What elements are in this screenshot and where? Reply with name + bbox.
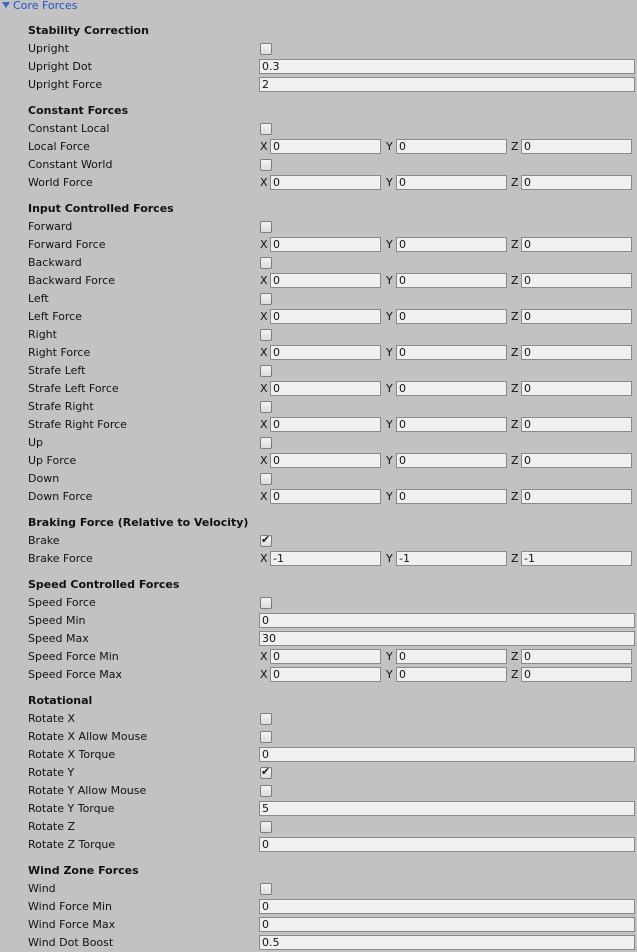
z-axis-label: Z <box>511 140 519 153</box>
y-axis-label: Y <box>386 668 393 681</box>
property-label: Backward Force <box>28 274 116 287</box>
up-force-x-field[interactable]: 0 <box>270 453 381 468</box>
property-row-constant-world <box>0 156 637 174</box>
constant-world-checkbox[interactable] <box>260 159 272 171</box>
property-label: Backward <box>28 256 82 269</box>
down-force-z-field[interactable]: 0 <box>521 489 632 504</box>
rotate-x-allow-mouse-checkbox[interactable] <box>260 731 272 743</box>
y-axis-label: Y <box>386 238 393 251</box>
backward-force-x-field[interactable]: 0 <box>270 273 381 288</box>
y-axis-label: Y <box>386 140 393 153</box>
property-row-wind-dot-boost <box>0 934 637 952</box>
down-force-x-field[interactable]: 0 <box>270 489 381 504</box>
wind-force-min-field[interactable]: 0 <box>259 899 635 914</box>
x-axis-label: X <box>260 418 268 431</box>
z-axis-label: Z <box>511 382 519 395</box>
world-force-y-field[interactable]: 0 <box>396 175 507 190</box>
property-row-brake-force <box>0 550 637 568</box>
upright-force-field[interactable]: 2 <box>259 77 635 92</box>
section-header-input-controlled-forces: Input Controlled Forces <box>28 202 174 215</box>
property-label: Rotate Y Allow Mouse <box>28 784 147 797</box>
strafe-right-force-x-field[interactable]: 0 <box>270 417 381 432</box>
property-label: Rotate Y Torque <box>28 802 115 815</box>
property-row-brake <box>0 532 637 550</box>
z-axis-label: Z <box>511 454 519 467</box>
x-axis-label: X <box>260 140 268 153</box>
property-label: Speed Force <box>28 596 96 609</box>
x-axis-label: X <box>260 650 268 663</box>
right-force-x-field[interactable]: 0 <box>270 345 381 360</box>
left-checkbox[interactable] <box>260 293 272 305</box>
speed-force-checkbox[interactable] <box>260 597 272 609</box>
speed-force-max-x-field[interactable]: 0 <box>270 667 381 682</box>
y-axis-label: Y <box>386 418 393 431</box>
x-axis-label: X <box>260 274 268 287</box>
up-force-z-field[interactable]: 0 <box>521 453 632 468</box>
x-axis-label: X <box>260 310 268 323</box>
down-force-y-field[interactable]: 0 <box>396 489 507 504</box>
x-axis-label: X <box>260 346 268 359</box>
property-label: Up <box>28 436 44 449</box>
y-axis-label: Y <box>386 650 393 663</box>
property-label: Constant World <box>28 158 113 171</box>
section-header-wind-zone-forces: Wind Zone Forces <box>28 864 139 877</box>
property-label: Left Force <box>28 310 82 323</box>
property-row-rotate-y-torque <box>0 800 637 818</box>
foldout-arrow-icon[interactable] <box>2 2 10 8</box>
property-label: Strafe Right <box>28 400 94 413</box>
property-label: Wind Force Max <box>28 918 116 931</box>
backward-force-y-field[interactable]: 0 <box>396 273 507 288</box>
rotate-y-allow-mouse-checkbox[interactable] <box>260 785 272 797</box>
property-row-forward <box>0 218 637 236</box>
section-header-braking-force-relative-to-velocity: Braking Force (Relative to Velocity) <box>28 516 249 529</box>
property-row-rotate-z <box>0 818 637 836</box>
property-row-right-force <box>0 344 637 362</box>
property-row-upright-force <box>0 76 637 94</box>
property-row-rotate-x-torque <box>0 746 637 764</box>
strafe-left-force-z-field[interactable]: 0 <box>521 381 632 396</box>
strafe-left-force-y-field[interactable]: 0 <box>396 381 507 396</box>
forward-checkbox[interactable] <box>260 221 272 233</box>
speed-min-field[interactable]: 0 <box>259 613 635 628</box>
speed-force-min-z-field[interactable]: 0 <box>521 649 632 664</box>
property-row-upright-dot <box>0 58 637 76</box>
property-label: Wind <box>28 882 56 895</box>
speed-max-field[interactable]: 30 <box>259 631 635 646</box>
property-label: Strafe Left <box>28 364 86 377</box>
strafe-right-force-y-field[interactable]: 0 <box>396 417 507 432</box>
property-row-wind-force-max <box>0 916 637 934</box>
z-axis-label: Z <box>511 238 519 251</box>
speed-force-min-x-field[interactable]: 0 <box>270 649 381 664</box>
property-row-local-force <box>0 138 637 156</box>
property-row-wind-force-min <box>0 898 637 916</box>
rotate-z-checkbox[interactable] <box>260 821 272 833</box>
property-row-left <box>0 290 637 308</box>
property-row-strafe-left-force <box>0 380 637 398</box>
right-force-z-field[interactable]: 0 <box>521 345 632 360</box>
property-label: Speed Max <box>28 632 89 645</box>
y-axis-label: Y <box>386 490 393 503</box>
y-axis-label: Y <box>386 552 393 565</box>
property-label: Upright <box>28 42 69 55</box>
z-axis-label: Z <box>511 552 519 565</box>
property-label: Wind Dot Boost <box>28 936 114 949</box>
property-label: Strafe Right Force <box>28 418 127 431</box>
z-axis-label: Z <box>511 310 519 323</box>
property-label: Local Force <box>28 140 90 153</box>
foldout-title[interactable]: Core Forces <box>13 0 78 12</box>
up-checkbox[interactable] <box>260 437 272 449</box>
core-forces-foldout[interactable] <box>0 0 637 14</box>
left-force-x-field[interactable]: 0 <box>270 309 381 324</box>
rotate-y-torque-field[interactable]: 5 <box>259 801 635 816</box>
property-label: Constant Local <box>28 122 110 135</box>
property-row-rotate-y <box>0 764 637 782</box>
z-axis-label: Z <box>511 650 519 663</box>
section-header-stability-correction: Stability Correction <box>28 24 149 37</box>
z-axis-label: Z <box>511 346 519 359</box>
y-axis-label: Y <box>386 176 393 189</box>
property-row-speed-min <box>0 612 637 630</box>
z-axis-label: Z <box>511 176 519 189</box>
property-label: Right <box>28 328 57 341</box>
z-axis-label: Z <box>511 490 519 503</box>
property-row-world-force <box>0 174 637 192</box>
x-axis-label: X <box>260 238 268 251</box>
property-label: Down <box>28 472 60 485</box>
strafe-left-checkbox[interactable] <box>260 365 272 377</box>
brake-force-y-field[interactable]: -1 <box>396 551 507 566</box>
wind-checkbox[interactable] <box>260 883 272 895</box>
z-axis-label: Z <box>511 418 519 431</box>
property-row-strafe-left <box>0 362 637 380</box>
rotate-x-checkbox[interactable] <box>260 713 272 725</box>
up-force-y-field[interactable]: 0 <box>396 453 507 468</box>
world-force-z-field[interactable]: 0 <box>521 175 632 190</box>
property-label: Rotate X Torque <box>28 748 116 761</box>
property-label: Rotate X <box>28 712 76 725</box>
property-row-down-force <box>0 488 637 506</box>
y-axis-label: Y <box>386 382 393 395</box>
rotate-x-torque-field[interactable]: 0 <box>259 747 635 762</box>
property-row-upright <box>0 40 637 58</box>
speed-force-min-y-field[interactable]: 0 <box>396 649 507 664</box>
property-row-rotate-z-torque <box>0 836 637 854</box>
local-force-z-field[interactable]: 0 <box>521 139 632 154</box>
down-checkbox[interactable] <box>260 473 272 485</box>
property-row-up-force <box>0 452 637 470</box>
property-label: Forward Force <box>28 238 106 251</box>
property-label: Brake <box>28 534 60 547</box>
section-header-rotational: Rotational <box>28 694 93 707</box>
world-force-x-field[interactable]: 0 <box>270 175 381 190</box>
property-row-speed-force-min <box>0 648 637 666</box>
property-row-right <box>0 326 637 344</box>
strafe-left-force-x-field[interactable]: 0 <box>270 381 381 396</box>
backward-force-z-field[interactable]: 0 <box>521 273 632 288</box>
property-row-left-force <box>0 308 637 326</box>
property-label: Forward <box>28 220 73 233</box>
property-label: World Force <box>28 176 93 189</box>
section-header-speed-controlled-forces: Speed Controlled Forces <box>28 578 180 591</box>
property-label: Up Force <box>28 454 77 467</box>
local-force-y-field[interactable]: 0 <box>396 139 507 154</box>
wind-dot-boost-field[interactable]: 0.5 <box>259 935 635 950</box>
backward-checkbox[interactable] <box>260 257 272 269</box>
strafe-right-checkbox[interactable] <box>260 401 272 413</box>
property-label: Strafe Left Force <box>28 382 119 395</box>
x-axis-label: X <box>260 490 268 503</box>
property-row-constant-local <box>0 120 637 138</box>
upright-checkbox[interactable] <box>260 43 272 55</box>
x-axis-label: X <box>260 176 268 189</box>
property-label: Rotate Y <box>28 766 75 779</box>
property-row-strafe-right-force <box>0 416 637 434</box>
y-axis-label: Y <box>386 346 393 359</box>
y-axis-label: Y <box>386 454 393 467</box>
property-label: Rotate Z Torque <box>28 838 116 851</box>
wind-force-max-field[interactable]: 0 <box>259 917 635 932</box>
brake-checkbox[interactable] <box>260 535 272 547</box>
property-row-backward <box>0 254 637 272</box>
property-label: Upright Dot <box>28 60 92 73</box>
property-label: Rotate Z <box>28 820 76 833</box>
property-row-speed-max <box>0 630 637 648</box>
property-label: Upright Force <box>28 78 103 91</box>
strafe-right-force-z-field[interactable]: 0 <box>521 417 632 432</box>
y-axis-label: Y <box>386 274 393 287</box>
right-force-y-field[interactable]: 0 <box>396 345 507 360</box>
rotate-y-checkbox[interactable] <box>260 767 272 779</box>
property-row-rotate-x-allow-mouse <box>0 728 637 746</box>
property-row-strafe-right <box>0 398 637 416</box>
brake-force-x-field[interactable]: -1 <box>270 551 381 566</box>
property-row-up <box>0 434 637 452</box>
property-label: Wind Force Min <box>28 900 112 913</box>
inspector-content <box>0 22 637 952</box>
local-force-x-field[interactable]: 0 <box>270 139 381 154</box>
property-label: Down Force <box>28 490 93 503</box>
section-header-constant-forces: Constant Forces <box>28 104 129 117</box>
property-label: Left <box>28 292 49 305</box>
rotate-z-torque-field[interactable]: 0 <box>259 837 635 852</box>
x-axis-label: X <box>260 668 268 681</box>
z-axis-label: Z <box>511 668 519 681</box>
property-label: Speed Force Min <box>28 650 119 663</box>
forward-force-x-field[interactable]: 0 <box>270 237 381 252</box>
right-checkbox[interactable] <box>260 329 272 341</box>
property-row-down <box>0 470 637 488</box>
property-row-rotate-x <box>0 710 637 728</box>
x-axis-label: X <box>260 382 268 395</box>
upright-dot-field[interactable]: 0.3 <box>259 59 635 74</box>
speed-force-max-z-field[interactable]: 0 <box>521 667 632 682</box>
property-label: Rotate X Allow Mouse <box>28 730 148 743</box>
property-row-rotate-y-allow-mouse <box>0 782 637 800</box>
left-force-y-field[interactable]: 0 <box>396 309 507 324</box>
property-row-backward-force <box>0 272 637 290</box>
speed-force-max-y-field[interactable]: 0 <box>396 667 507 682</box>
x-axis-label: X <box>260 552 268 565</box>
property-row-wind <box>0 880 637 898</box>
property-label: Right Force <box>28 346 91 359</box>
left-force-z-field[interactable]: 0 <box>521 309 632 324</box>
forward-force-y-field[interactable]: 0 <box>396 237 507 252</box>
x-axis-label: X <box>260 454 268 467</box>
y-axis-label: Y <box>386 310 393 323</box>
forward-force-z-field[interactable]: 0 <box>521 237 632 252</box>
brake-force-z-field[interactable]: -1 <box>521 551 632 566</box>
z-axis-label: Z <box>511 274 519 287</box>
property-row-forward-force <box>0 236 637 254</box>
constant-local-checkbox[interactable] <box>260 123 272 135</box>
property-label: Brake Force <box>28 552 93 565</box>
property-row-speed-force <box>0 594 637 612</box>
property-label: Speed Min <box>28 614 86 627</box>
property-row-speed-force-max <box>0 666 637 684</box>
property-label: Speed Force Max <box>28 668 122 681</box>
